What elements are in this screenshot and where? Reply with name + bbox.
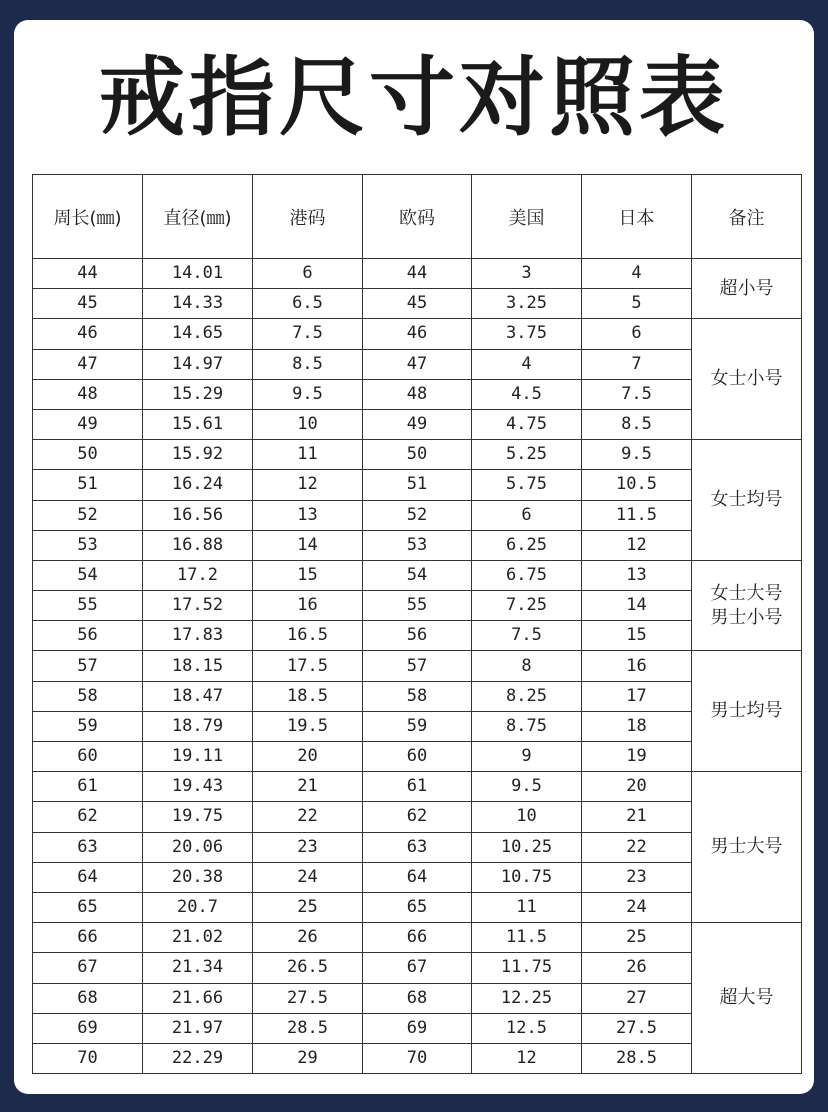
- table-row: [33, 802, 802, 832]
- cell-jp-size: 16: [582, 651, 692, 681]
- cell-circumference: 70: [33, 1043, 143, 1073]
- cell-us-size: 8: [472, 651, 582, 681]
- cell-circumference: 49: [33, 409, 143, 439]
- cell-eu-size: 47: [363, 349, 472, 379]
- note-line: 男士均号: [710, 700, 783, 722]
- cell-eu-size: 55: [363, 591, 472, 621]
- cell-eu-size: 46: [363, 319, 472, 349]
- cell-us-size: 7.25: [472, 591, 582, 621]
- cell-hk-size: 24: [253, 862, 363, 892]
- cell-circumference: 60: [33, 742, 143, 772]
- cell-circumference: 61: [33, 772, 143, 802]
- header-eu-size: 欧码: [363, 175, 472, 259]
- cell-circumference: 66: [33, 923, 143, 953]
- cell-diameter: 16.56: [143, 500, 253, 530]
- cell-diameter: 19.43: [143, 772, 253, 802]
- cell-hk-size: 28.5: [253, 1013, 363, 1043]
- table-row: [33, 681, 802, 711]
- cell-hk-size: 6.5: [253, 289, 363, 319]
- cell-us-size: 6.75: [472, 560, 582, 590]
- cell-hk-size: 13: [253, 500, 363, 530]
- cell-eu-size: 66: [363, 923, 472, 953]
- table-header-row: [33, 175, 802, 259]
- cell-diameter: 15.92: [143, 440, 253, 470]
- table-row: [33, 259, 802, 289]
- cell-hk-size: 23: [253, 832, 363, 862]
- header-diameter: 直径(㎜): [143, 175, 253, 259]
- cell-us-size: 6.25: [472, 530, 582, 560]
- cell-us-size: 5.25: [472, 440, 582, 470]
- cell-jp-size: 5: [582, 289, 692, 319]
- cell-note: [692, 651, 802, 772]
- cell-hk-size: 19.5: [253, 711, 363, 741]
- header-jp-size: 日本: [582, 175, 692, 259]
- cell-jp-size: 18: [582, 711, 692, 741]
- cell-jp-size: 4: [582, 259, 692, 289]
- cell-jp-size: 11.5: [582, 500, 692, 530]
- cell-diameter: 14.97: [143, 349, 253, 379]
- cell-hk-size: 15: [253, 560, 363, 590]
- cell-jp-size: 24: [582, 892, 692, 922]
- cell-diameter: 21.02: [143, 923, 253, 953]
- cell-us-size: 3.25: [472, 289, 582, 319]
- table-row: [33, 832, 802, 862]
- table-row: [33, 591, 802, 621]
- header-note: 备注: [692, 175, 802, 259]
- table-row: [33, 500, 802, 530]
- cell-us-size: 4: [472, 349, 582, 379]
- cell-us-size: 11.5: [472, 923, 582, 953]
- cell-jp-size: 8.5: [582, 409, 692, 439]
- cell-jp-size: 27.5: [582, 1013, 692, 1043]
- cell-hk-size: 14: [253, 530, 363, 560]
- cell-eu-size: 61: [363, 772, 472, 802]
- table-row: [33, 862, 802, 892]
- cell-circumference: 69: [33, 1013, 143, 1043]
- table-row: [33, 319, 802, 349]
- cell-circumference: 65: [33, 892, 143, 922]
- table-row: [33, 953, 802, 983]
- cell-jp-size: 13: [582, 560, 692, 590]
- cell-diameter: 16.24: [143, 470, 253, 500]
- header-circumference: 周长(㎜): [33, 175, 143, 259]
- header-hk-size: 港码: [253, 175, 363, 259]
- cell-eu-size: 69: [363, 1013, 472, 1043]
- table-row: [33, 379, 802, 409]
- cell-diameter: 19.75: [143, 802, 253, 832]
- cell-eu-size: 60: [363, 742, 472, 772]
- note-line: 超大号: [719, 987, 774, 1009]
- cell-jp-size: 23: [582, 862, 692, 892]
- cell-us-size: 9.5: [472, 772, 582, 802]
- cell-note: [692, 923, 802, 1074]
- note-line: 超小号: [719, 277, 774, 299]
- cell-diameter: 20.06: [143, 832, 253, 862]
- cell-diameter: 22.29: [143, 1043, 253, 1073]
- cell-diameter: 18.47: [143, 681, 253, 711]
- cell-eu-size: 58: [363, 681, 472, 711]
- cell-diameter: 15.29: [143, 379, 253, 409]
- cell-hk-size: 8.5: [253, 349, 363, 379]
- table-row: [33, 560, 802, 590]
- cell-us-size: 3: [472, 259, 582, 289]
- cell-diameter: 16.88: [143, 530, 253, 560]
- cell-hk-size: 21: [253, 772, 363, 802]
- cell-jp-size: 10.5: [582, 470, 692, 500]
- cell-eu-size: 50: [363, 440, 472, 470]
- cell-note: [692, 560, 802, 651]
- cell-diameter: 20.7: [143, 892, 253, 922]
- cell-note: [692, 259, 802, 319]
- cell-eu-size: 67: [363, 953, 472, 983]
- cell-circumference: 53: [33, 530, 143, 560]
- table-row: [33, 892, 802, 922]
- cell-us-size: 3.75: [472, 319, 582, 349]
- cell-diameter: 21.34: [143, 953, 253, 983]
- cell-note: [692, 772, 802, 923]
- cell-hk-size: 6: [253, 259, 363, 289]
- cell-diameter: 17.52: [143, 591, 253, 621]
- cell-eu-size: 53: [363, 530, 472, 560]
- cell-diameter: 14.33: [143, 289, 253, 319]
- cell-us-size: 7.5: [472, 621, 582, 651]
- table-row: [33, 349, 802, 379]
- cell-eu-size: 52: [363, 500, 472, 530]
- cell-diameter: 18.79: [143, 711, 253, 741]
- cell-us-size: 10.25: [472, 832, 582, 862]
- cell-hk-size: 7.5: [253, 319, 363, 349]
- cell-jp-size: 12: [582, 530, 692, 560]
- cell-hk-size: 20: [253, 742, 363, 772]
- cell-diameter: 20.38: [143, 862, 253, 892]
- cell-us-size: 4.5: [472, 379, 582, 409]
- cell-us-size: 8.75: [472, 711, 582, 741]
- cell-eu-size: 65: [363, 892, 472, 922]
- cell-jp-size: 26: [582, 953, 692, 983]
- cell-circumference: 67: [33, 953, 143, 983]
- table-row: [33, 470, 802, 500]
- cell-circumference: 63: [33, 832, 143, 862]
- cell-us-size: 8.25: [472, 681, 582, 711]
- cell-us-size: 11.75: [472, 953, 582, 983]
- table-row: [33, 409, 802, 439]
- cell-eu-size: 49: [363, 409, 472, 439]
- cell-circumference: 51: [33, 470, 143, 500]
- cell-jp-size: 28.5: [582, 1043, 692, 1073]
- cell-circumference: 55: [33, 591, 143, 621]
- header-us-size: 美国: [472, 175, 582, 259]
- cell-hk-size: 18.5: [253, 681, 363, 711]
- table-row: [33, 651, 802, 681]
- cell-hk-size: 12: [253, 470, 363, 500]
- cell-us-size: 9: [472, 742, 582, 772]
- cell-eu-size: 51: [363, 470, 472, 500]
- cell-diameter: 21.97: [143, 1013, 253, 1043]
- cell-hk-size: 27.5: [253, 983, 363, 1013]
- cell-diameter: 17.83: [143, 621, 253, 651]
- cell-hk-size: 11: [253, 440, 363, 470]
- note-line: 女士小号: [710, 368, 783, 390]
- table-row: [33, 923, 802, 953]
- table-row: [33, 621, 802, 651]
- cell-circumference: 62: [33, 802, 143, 832]
- cell-hk-size: 9.5: [253, 379, 363, 409]
- cell-circumference: 50: [33, 440, 143, 470]
- cell-jp-size: 22: [582, 832, 692, 862]
- cell-eu-size: 45: [363, 289, 472, 319]
- cell-circumference: 47: [33, 349, 143, 379]
- table-row: [33, 772, 802, 802]
- cell-us-size: 12.5: [472, 1013, 582, 1043]
- cell-eu-size: 64: [363, 862, 472, 892]
- cell-diameter: 15.61: [143, 409, 253, 439]
- cell-circumference: 44: [33, 259, 143, 289]
- cell-eu-size: 44: [363, 259, 472, 289]
- cell-us-size: 10.75: [472, 862, 582, 892]
- ring-size-table: [32, 174, 802, 1074]
- cell-jp-size: 27: [582, 983, 692, 1013]
- cell-eu-size: 70: [363, 1043, 472, 1073]
- cell-hk-size: 16: [253, 591, 363, 621]
- cell-circumference: 59: [33, 711, 143, 741]
- note-line: 男士小号: [710, 606, 783, 628]
- cell-us-size: 12: [472, 1043, 582, 1073]
- cell-circumference: 68: [33, 983, 143, 1013]
- cell-jp-size: 7: [582, 349, 692, 379]
- cell-hk-size: 17.5: [253, 651, 363, 681]
- cell-us-size: 5.75: [472, 470, 582, 500]
- cell-diameter: 14.01: [143, 259, 253, 289]
- cell-circumference: 64: [33, 862, 143, 892]
- cell-hk-size: 10: [253, 409, 363, 439]
- cell-diameter: 17.2: [143, 560, 253, 590]
- table-row: [33, 983, 802, 1013]
- cell-eu-size: 63: [363, 832, 472, 862]
- cell-jp-size: 20: [582, 772, 692, 802]
- cell-diameter: 21.66: [143, 983, 253, 1013]
- table-row: [33, 711, 802, 741]
- cell-hk-size: 29: [253, 1043, 363, 1073]
- cell-diameter: 18.15: [143, 651, 253, 681]
- cell-jp-size: 15: [582, 621, 692, 651]
- cell-jp-size: 7.5: [582, 379, 692, 409]
- table-body: [33, 259, 802, 1074]
- cell-circumference: 56: [33, 621, 143, 651]
- cell-hk-size: 25: [253, 892, 363, 922]
- cell-us-size: 6: [472, 500, 582, 530]
- cell-circumference: 45: [33, 289, 143, 319]
- cell-eu-size: 48: [363, 379, 472, 409]
- cell-jp-size: 21: [582, 802, 692, 832]
- cell-jp-size: 17: [582, 681, 692, 711]
- cell-eu-size: 59: [363, 711, 472, 741]
- cell-jp-size: 25: [582, 923, 692, 953]
- note-line: 男士大号: [710, 836, 783, 858]
- table-row: [33, 742, 802, 772]
- cell-us-size: 11: [472, 892, 582, 922]
- cell-jp-size: 19: [582, 742, 692, 772]
- cell-eu-size: 57: [363, 651, 472, 681]
- cell-diameter: 14.65: [143, 319, 253, 349]
- cell-eu-size: 62: [363, 802, 472, 832]
- cell-eu-size: 54: [363, 560, 472, 590]
- cell-note: [692, 440, 802, 561]
- cell-circumference: 48: [33, 379, 143, 409]
- cell-note: [692, 319, 802, 440]
- table-row: [33, 289, 802, 319]
- cell-hk-size: 22: [253, 802, 363, 832]
- note-line: 女士均号: [710, 489, 783, 510]
- cell-hk-size: 26: [253, 923, 363, 953]
- cell-circumference: 52: [33, 500, 143, 530]
- cell-eu-size: 68: [363, 983, 472, 1013]
- cell-us-size: 12.25: [472, 983, 582, 1013]
- cell-circumference: 57: [33, 651, 143, 681]
- cell-circumference: 58: [33, 681, 143, 711]
- cell-circumference: 54: [33, 560, 143, 590]
- table-row: [33, 1043, 802, 1073]
- table-row: [33, 1013, 802, 1043]
- cell-hk-size: 26.5: [253, 953, 363, 983]
- table-row: [33, 530, 802, 560]
- cell-us-size: 10: [472, 802, 582, 832]
- cell-us-size: 4.75: [472, 409, 582, 439]
- table-row: [33, 440, 802, 470]
- cell-jp-size: 9.5: [582, 440, 692, 470]
- cell-jp-size: 14: [582, 591, 692, 621]
- cell-jp-size: 6: [582, 319, 692, 349]
- cell-circumference: 46: [33, 319, 143, 349]
- note-line: 女士大号: [710, 582, 783, 604]
- cell-hk-size: 16.5: [253, 621, 363, 651]
- page-title: 戒指尺寸对照表: [99, 48, 729, 148]
- cell-diameter: 19.11: [143, 742, 253, 772]
- cell-eu-size: 56: [363, 621, 472, 651]
